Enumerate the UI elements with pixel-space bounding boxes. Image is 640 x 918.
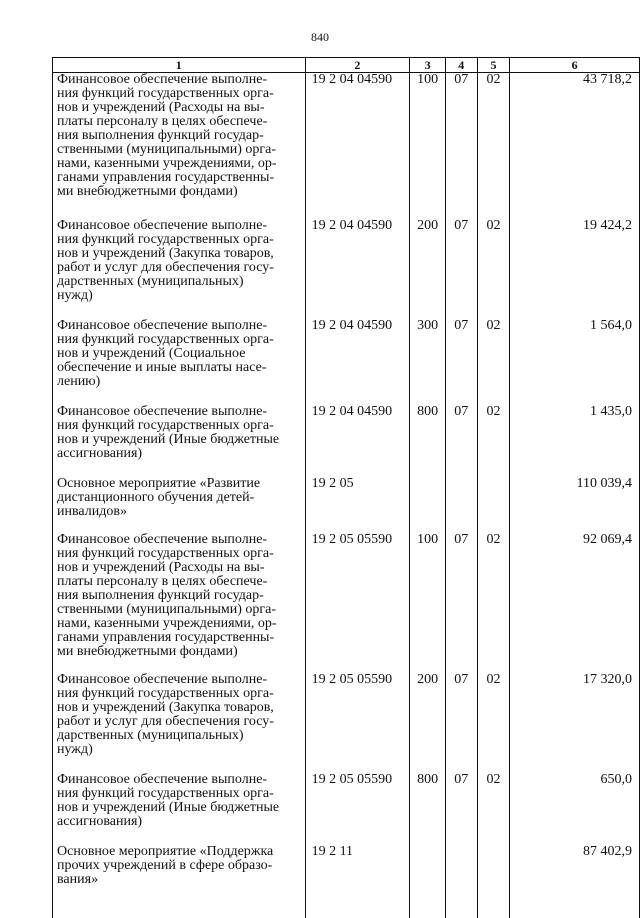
column-header: 1 — [53, 58, 306, 73]
row-name-line: лению) — [57, 374, 101, 389]
row-section-cell: 07 — [445, 405, 477, 477]
row-name-cell — [53, 477, 306, 533]
row-name-line: Финансовое обеспечение выполне- — [57, 672, 268, 687]
row-name-line: Финансовое обеспечение выполне- — [57, 218, 268, 233]
row-subsection-cell: 02 — [477, 73, 510, 220]
row-subsection-cell: 02 — [477, 773, 510, 845]
column-header: 6 — [510, 58, 640, 73]
row-expense-type-cell: 200 — [410, 219, 446, 319]
row-name-line: платы персоналу в целях обеспече- — [57, 114, 268, 129]
row-amount-cell: 19 424,2 — [510, 219, 640, 319]
row-amount-cell: 110 039,4 — [510, 477, 640, 533]
row-name-line: Финансовое обеспечение выполне- — [57, 532, 268, 547]
row-section-cell: 07 — [445, 219, 477, 319]
row-amount-cell: 1 435,0 — [510, 405, 640, 477]
row-name-cell — [53, 773, 306, 845]
row-name-line: ния функций государственных орга- — [57, 232, 274, 247]
table-row — [53, 319, 640, 405]
row-section-cell: 07 — [445, 773, 477, 845]
row-amount-cell: 1 564,0 — [510, 319, 640, 405]
table-row — [53, 773, 640, 845]
row-name-line: Основное мероприятие «Поддержка — [57, 844, 274, 859]
row-name-line: вания» — [57, 872, 99, 887]
table-row — [53, 533, 640, 673]
row-name-line: ганами управления государственны- — [57, 170, 275, 185]
row-section-cell: 07 — [445, 319, 477, 405]
row-amount-cell: 17 320,0 — [510, 673, 640, 773]
row-name-line: ственными (муниципальными) орга- — [57, 142, 277, 157]
row-subsection-cell: 02 — [477, 219, 510, 319]
column-header: 3 — [410, 58, 446, 73]
row-amount-cell: 87 402,9 — [510, 845, 640, 918]
row-name-line: ния функций государственных орга- — [57, 418, 274, 433]
row-code-cell: 19 2 05 05590 — [305, 533, 410, 673]
row-section-cell: 07 — [445, 533, 477, 673]
row-name-line: нов и учреждений (Иные бюджетные — [57, 800, 280, 815]
row-name-line: нужд) — [57, 288, 93, 303]
row-name-cell — [53, 533, 306, 673]
row-name-line: ния выполнения функций государ- — [57, 128, 264, 143]
row-subsection-cell: 02 — [477, 533, 510, 673]
row-name-line: ассигнования) — [57, 446, 143, 461]
row-section-cell: 07 — [445, 673, 477, 773]
column-header: 2 — [305, 58, 410, 73]
row-expense-type-cell: 800 — [410, 405, 446, 477]
row-name-line: нужд) — [57, 742, 93, 757]
row-name-cell — [53, 219, 306, 319]
row-name-line: ми внебюджетными фондами) — [57, 644, 238, 659]
row-amount-cell: 650,0 — [510, 773, 640, 845]
row-name-line: дарственных (муниципальных) — [57, 728, 244, 743]
row-expense-type-cell: 100 — [410, 533, 446, 673]
row-code-cell: 19 2 05 05590 — [305, 673, 410, 773]
row-name-line: Финансовое обеспечение выполне- — [57, 72, 268, 87]
row-name-line: прочих учреждений в сфере образо- — [57, 858, 273, 873]
table-row — [53, 219, 640, 319]
budget-table — [52, 57, 640, 918]
row-subsection-cell — [477, 845, 510, 918]
row-expense-type-cell: 800 — [410, 773, 446, 845]
row-code-cell: 19 2 04 04590 — [305, 405, 410, 477]
table-row — [53, 845, 640, 918]
column-header: 5 — [477, 58, 510, 73]
row-subsection-cell: 02 — [477, 673, 510, 773]
row-name-line: нов и учреждений (Расходы на вы- — [57, 560, 265, 575]
row-code-cell: 19 2 05 — [305, 477, 410, 533]
table-row — [53, 477, 640, 533]
table-row — [53, 673, 640, 773]
row-name-cell — [53, 319, 306, 405]
header-row — [53, 58, 640, 73]
row-name-line: ния выполнения функций государ- — [57, 588, 264, 603]
row-name-cell — [53, 673, 306, 773]
row-name-cell — [53, 845, 306, 918]
row-name-line: нов и учреждений (Расходы на вы- — [57, 100, 265, 115]
row-code-cell: 19 2 04 04590 — [305, 219, 410, 319]
row-name-line: работ и услуг для обеспечения госу- — [57, 714, 274, 729]
row-section-cell: 07 — [445, 73, 477, 220]
row-name-line: ния функций государственных орга- — [57, 86, 274, 101]
row-name-line: ния функций государственных орга- — [57, 686, 274, 701]
row-name-line: нов и учреждений (Закупка товаров, — [57, 700, 274, 715]
row-code-cell: 19 2 04 04590 — [305, 73, 410, 220]
row-name-line: ния функций государственных орга- — [57, 546, 274, 561]
row-name-line: нами, казенными учреждениями, ор- — [57, 156, 277, 171]
row-name-line: ганами управления государственны- — [57, 630, 275, 645]
row-name-cell — [53, 73, 306, 220]
row-name-line: Финансовое обеспечение выполне- — [57, 772, 268, 787]
row-expense-type-cell — [410, 845, 446, 918]
row-expense-type-cell — [410, 477, 446, 533]
table-row — [53, 405, 640, 477]
row-code-cell: 19 2 04 04590 — [305, 319, 410, 405]
row-amount-cell: 43 718,2 — [510, 73, 640, 220]
row-code-cell: 19 2 05 05590 — [305, 773, 410, 845]
row-subsection-cell — [477, 477, 510, 533]
row-name-line: нов и учреждений (Иные бюджетные — [57, 432, 280, 447]
row-amount-cell: 92 069,4 — [510, 533, 640, 673]
row-name-line: ственными (муниципальными) орга- — [57, 602, 277, 617]
row-name-cell — [53, 405, 306, 477]
row-name-line: нов и учреждений (Закупка товаров, — [57, 246, 274, 261]
row-name-line: дистанционного обучения детей- — [57, 490, 255, 505]
page-number: 840 — [311, 30, 329, 44]
row-name-line: нами, казенными учреждениями, ор- — [57, 616, 277, 631]
row-name-line: Основное мероприятие «Развитие — [57, 476, 261, 491]
row-name-line: инвалидов» — [57, 504, 127, 519]
row-name-line: обеспечение и иные выплаты насе- — [57, 360, 267, 375]
row-name-line: ния функций государственных орга- — [57, 786, 274, 801]
row-expense-type-cell: 300 — [410, 319, 446, 405]
row-name-line: Финансовое обеспечение выполне- — [57, 404, 268, 419]
row-name-line: работ и услуг для обеспечения госу- — [57, 260, 274, 275]
row-name-line: платы персоналу в целях обеспече- — [57, 574, 268, 589]
row-code-cell: 19 2 11 — [305, 845, 410, 918]
row-subsection-cell: 02 — [477, 319, 510, 405]
row-name-line: дарственных (муниципальных) — [57, 274, 244, 289]
row-expense-type-cell: 200 — [410, 673, 446, 773]
row-subsection-cell: 02 — [477, 405, 510, 477]
row-section-cell — [445, 477, 477, 533]
row-name-line: ния функций государственных орга- — [57, 332, 274, 347]
row-expense-type-cell: 100 — [410, 73, 446, 220]
table-row — [53, 73, 640, 220]
row-name-line: нов и учреждений (Социальное — [57, 346, 246, 361]
row-section-cell — [445, 845, 477, 918]
row-name-line: ми внебюджетными фондами) — [57, 184, 238, 199]
row-name-line: Финансовое обеспечение выполне- — [57, 318, 268, 333]
row-name-line: ассигнования) — [57, 814, 143, 829]
column-header: 4 — [445, 58, 477, 73]
